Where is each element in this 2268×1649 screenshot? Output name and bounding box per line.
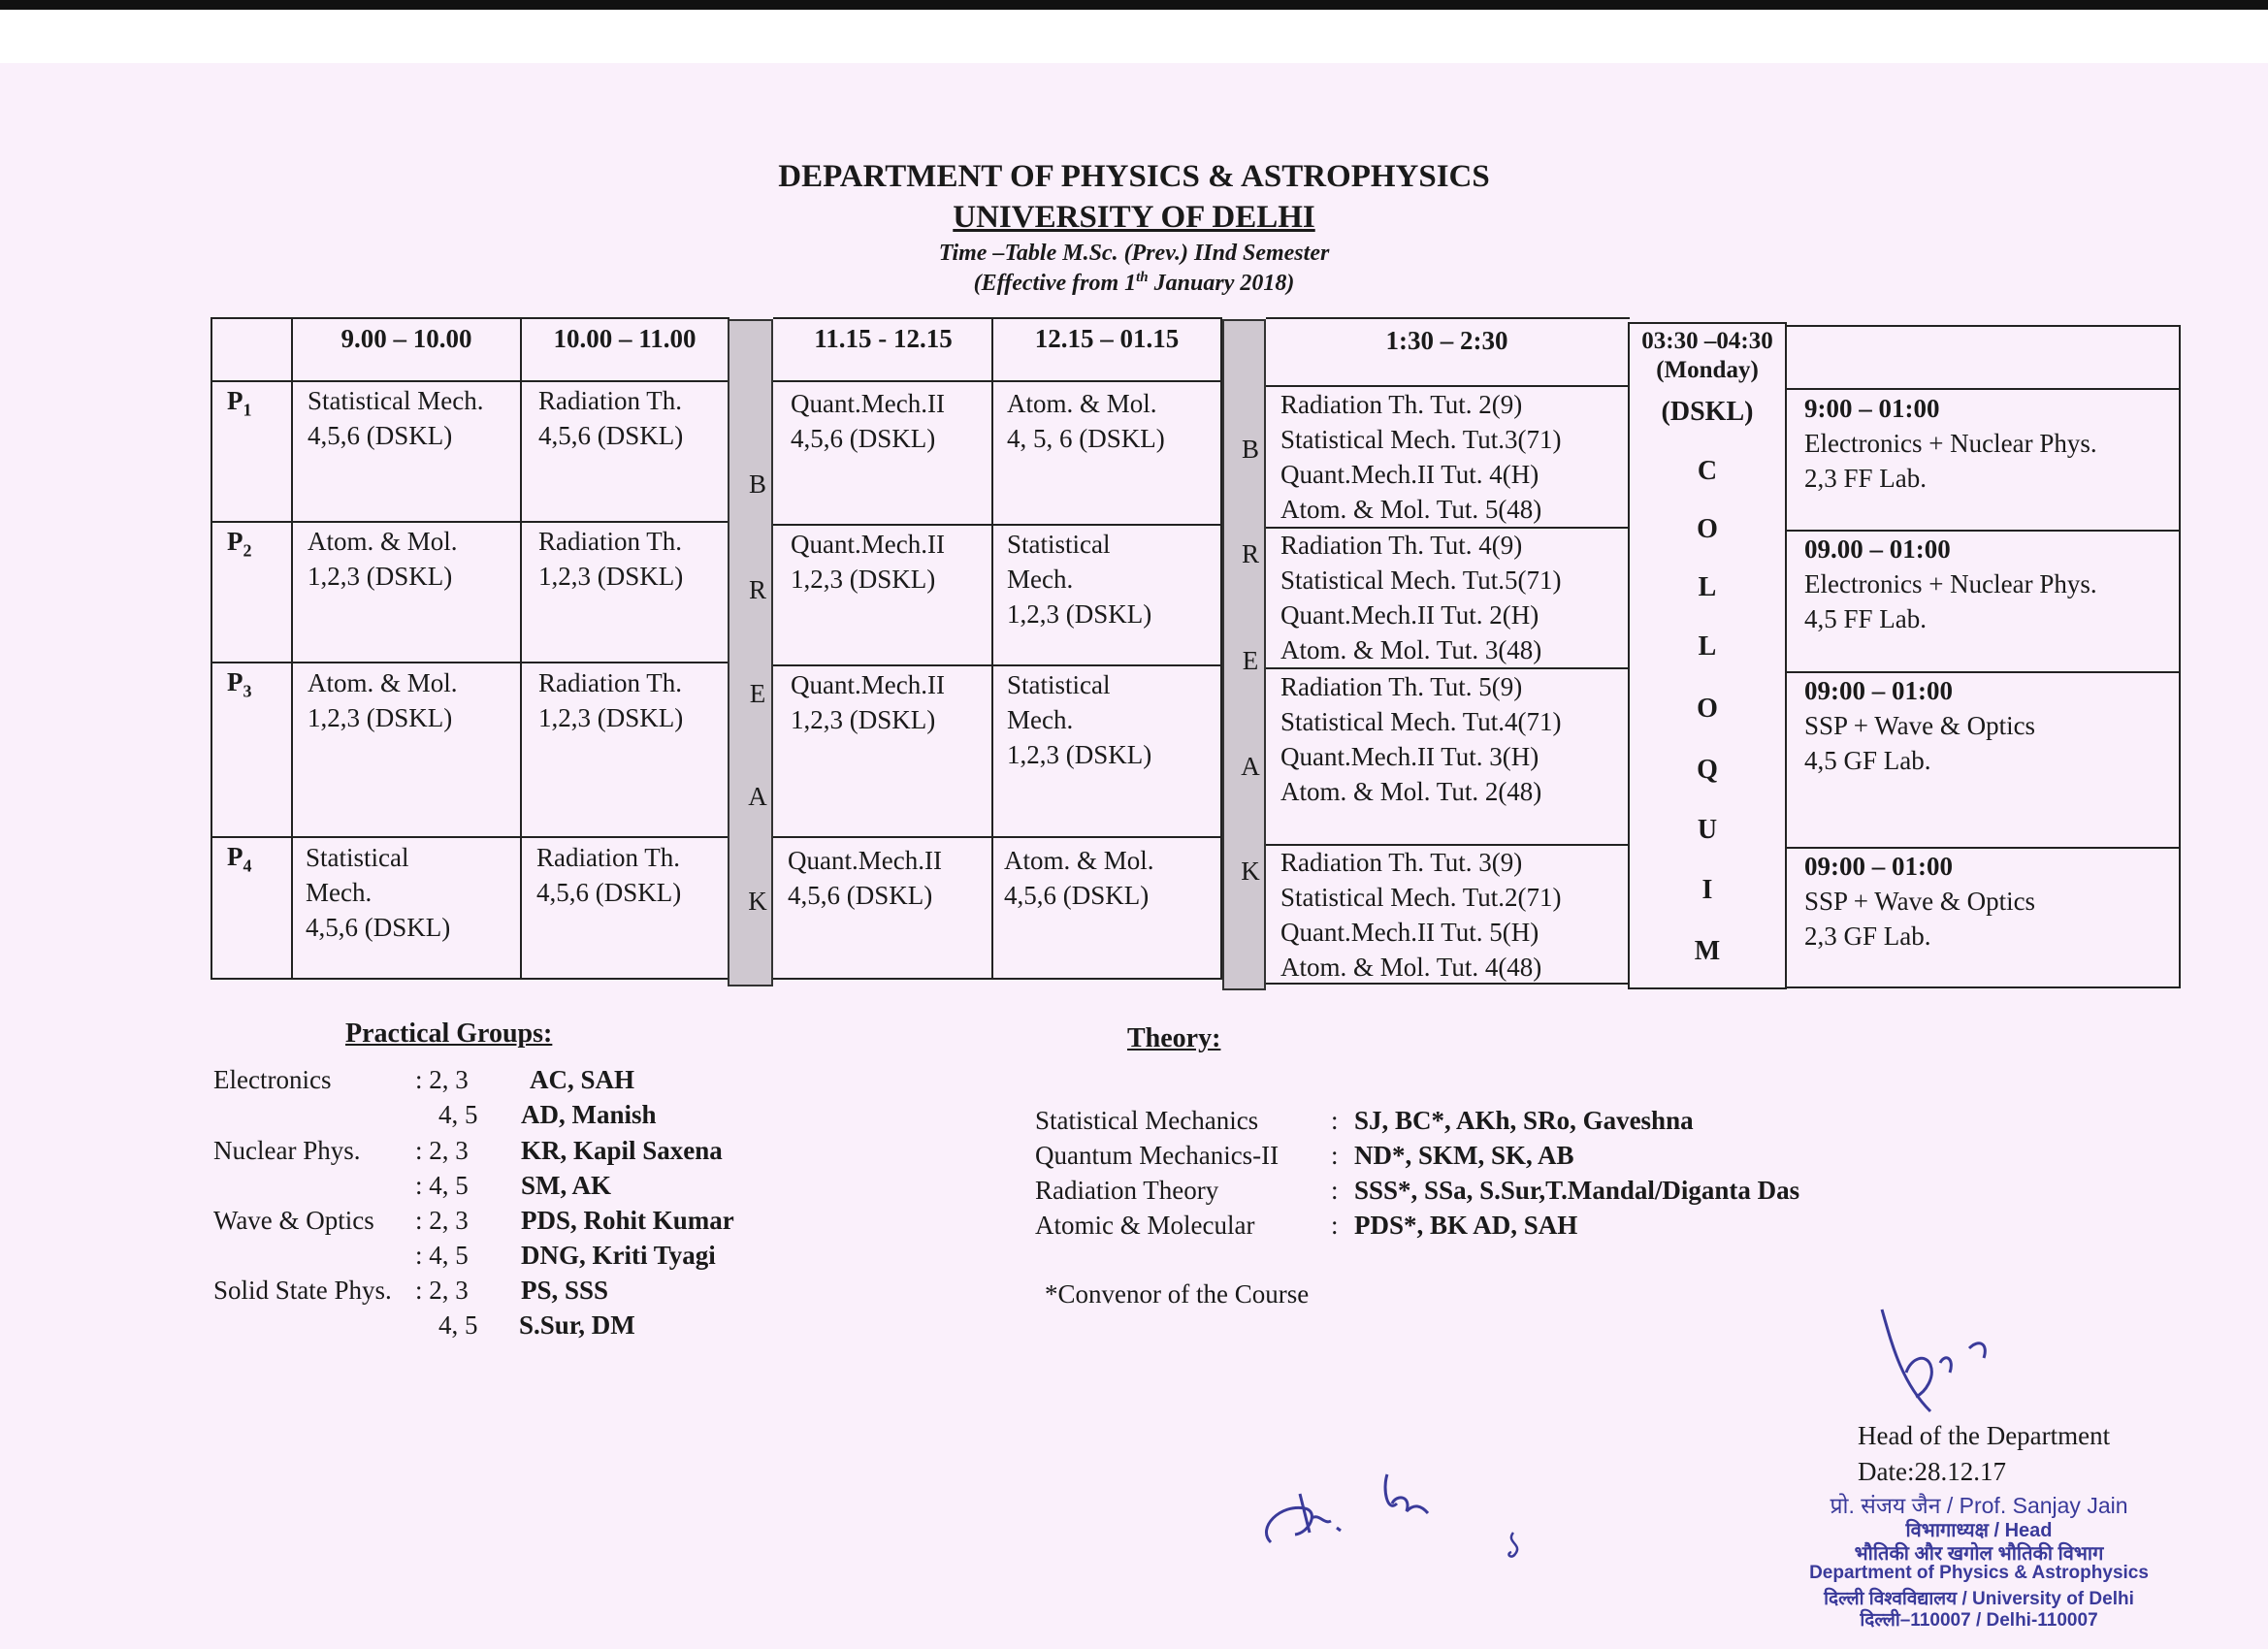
class-cell: Radiation Th. 4,5,6 (DSKL) [538,386,684,450]
slot-header-3: 11.15 - 12.15 [814,324,953,353]
colloquium-letter: M [1694,936,1721,966]
lab-cell: 09:00 – 01:00 SSP + Wave & Optics 2,3 GF Lab. [1804,852,2036,951]
colloquium-letter: Q [1697,755,1718,785]
class-cell: Statistical Mech. 1,2,3 (DSKL) [1007,530,1152,629]
initials-signature [1251,1436,1562,1562]
slot-header-1: 9.00 – 10.00 [340,324,472,353]
university-title: UNIVERSITY OF DELHI [953,200,1315,235]
break-letter: A [1241,752,1260,781]
slot-header-2: 10.00 – 11.00 [553,324,697,353]
break-letter: R [748,575,766,604]
class-cell: Atom. & Mol. 4, 5, 6 (DSKL) [1007,389,1165,453]
tutorial-cell: Radiation Th. Tut. 3(9) Statistical Mech. Tut.2(71) Quant.Mech.II Tut. 5(H) Atom. & Mol. Tut. 4(48) [1280,848,1562,982]
convenor-note: *Convenor of the Course [1045,1279,1310,1309]
tutorial-cell: Radiation Th. Tut. 2(9) Statistical Mech. Tut.3(71) Quant.Mech.II Tut. 4(H) Atom. & Mol. Tut. 5(48) [1280,390,1562,524]
scan-top-margin [0,10,2268,63]
break-letter: E [749,679,766,708]
class-cell: Quant.Mech.II 4,5,6 (DSKL) [788,846,942,910]
colloquium-letter: U [1697,815,1718,845]
signature-date: Date:28.12.17 [1858,1457,2006,1486]
colloquium-letter: C [1697,456,1718,486]
break-letter: R [1241,539,1259,568]
slot-header-6: 03:30 –04:30 [1641,328,1773,354]
tutorial-cell: Radiation Th. Tut. 4(9) Statistical Mech. Tut.5(71) Quant.Mech.II Tut. 2(H) Atom. & Mol. Tut. 3(48) [1280,531,1562,664]
colloquium-letter: O [1697,514,1718,544]
class-cell: Atom. & Mol. 4,5,6 (DSKL) [1004,846,1154,910]
lab-cell: 9:00 – 01:00 Electronics + Nuclear Phys. 2,3 FF Lab. [1804,394,2097,493]
tutorial-cell: Radiation Th. Tut. 5(9) Statistical Mech. Tut.4(71) Quant.Mech.II Tut. 3(H) Atom. & Mol. Tut. 2(48) [1280,672,1562,806]
class-cell: Quant.Mech.II 1,2,3 (DSKL) [791,530,945,594]
lab-cell: 09:00 – 01:00 SSP + Wave & Optics 4,5 GF Lab. [1804,676,2036,775]
slot-header-4: 12.15 – 01.15 [1034,324,1180,353]
class-cell: Quant.Mech.II 1,2,3 (DSKL) [791,670,945,734]
break-letter: K [748,887,767,916]
department-title: DEPARTMENT OF PHYSICS & ASTROPHYSICS [778,159,1490,194]
class-cell: Radiation Th. 1,2,3 (DSKL) [538,668,684,732]
break-letter: B [1241,435,1259,464]
colloquium-letter: L [1698,572,1717,602]
timetable-title: Time –Table M.Sc. (Prev.) IInd Semester [938,241,1330,266]
period-label: $P_1$ [227,386,252,420]
class-cell: Statistical Mech. 1,2,3 (DSKL) [1007,670,1152,769]
practical-groups-heading: Practical Groups: [345,1018,553,1049]
colloquium-letter: L [1698,631,1717,662]
break-letter: A [748,782,767,811]
class-cell: Radiation Th. 1,2,3 (DSKL) [538,527,684,591]
period-label: $P_4$ [227,842,252,876]
lab-cell: 09.00 – 01:00 Electronics + Nuclear Phys. 4,5 FF Lab. [1804,534,2097,633]
period-label: $P_2$ [227,527,252,561]
break-letter: K [1241,857,1260,886]
period-label: $P_3$ [227,667,252,701]
slot-header-6-day: (Monday) [1656,357,1759,383]
colloquium-letter: I [1701,875,1713,905]
effective-date: (Effective from 1th January 2018) [973,270,1295,296]
colloquium-venue: (DSKL) [1661,397,1754,427]
head-of-department-label: Head of the Department [1858,1421,2111,1450]
slot-header-5: 1:30 – 2:30 [1385,326,1508,355]
class-cell: Statistical Mech. 4,5,6 (DSKL) [306,843,451,942]
scan-top-border [0,0,2268,10]
class-cell: Statistical Mech. 4,5,6 (DSKL) [308,386,484,450]
class-cell: Atom. & Mol. 1,2,3 (DSKL) [308,668,458,732]
break-letter: B [748,469,766,499]
break-letter: E [1242,646,1259,675]
theory-heading: Theory: [1127,1023,1221,1053]
class-cell: Radiation Th. 4,5,6 (DSKL) [536,843,682,907]
colloquium-letter: O [1697,694,1718,724]
class-cell: Atom. & Mol. 1,2,3 (DSKL) [308,527,458,591]
class-cell: Quant.Mech.II 4,5,6 (DSKL) [791,389,945,453]
